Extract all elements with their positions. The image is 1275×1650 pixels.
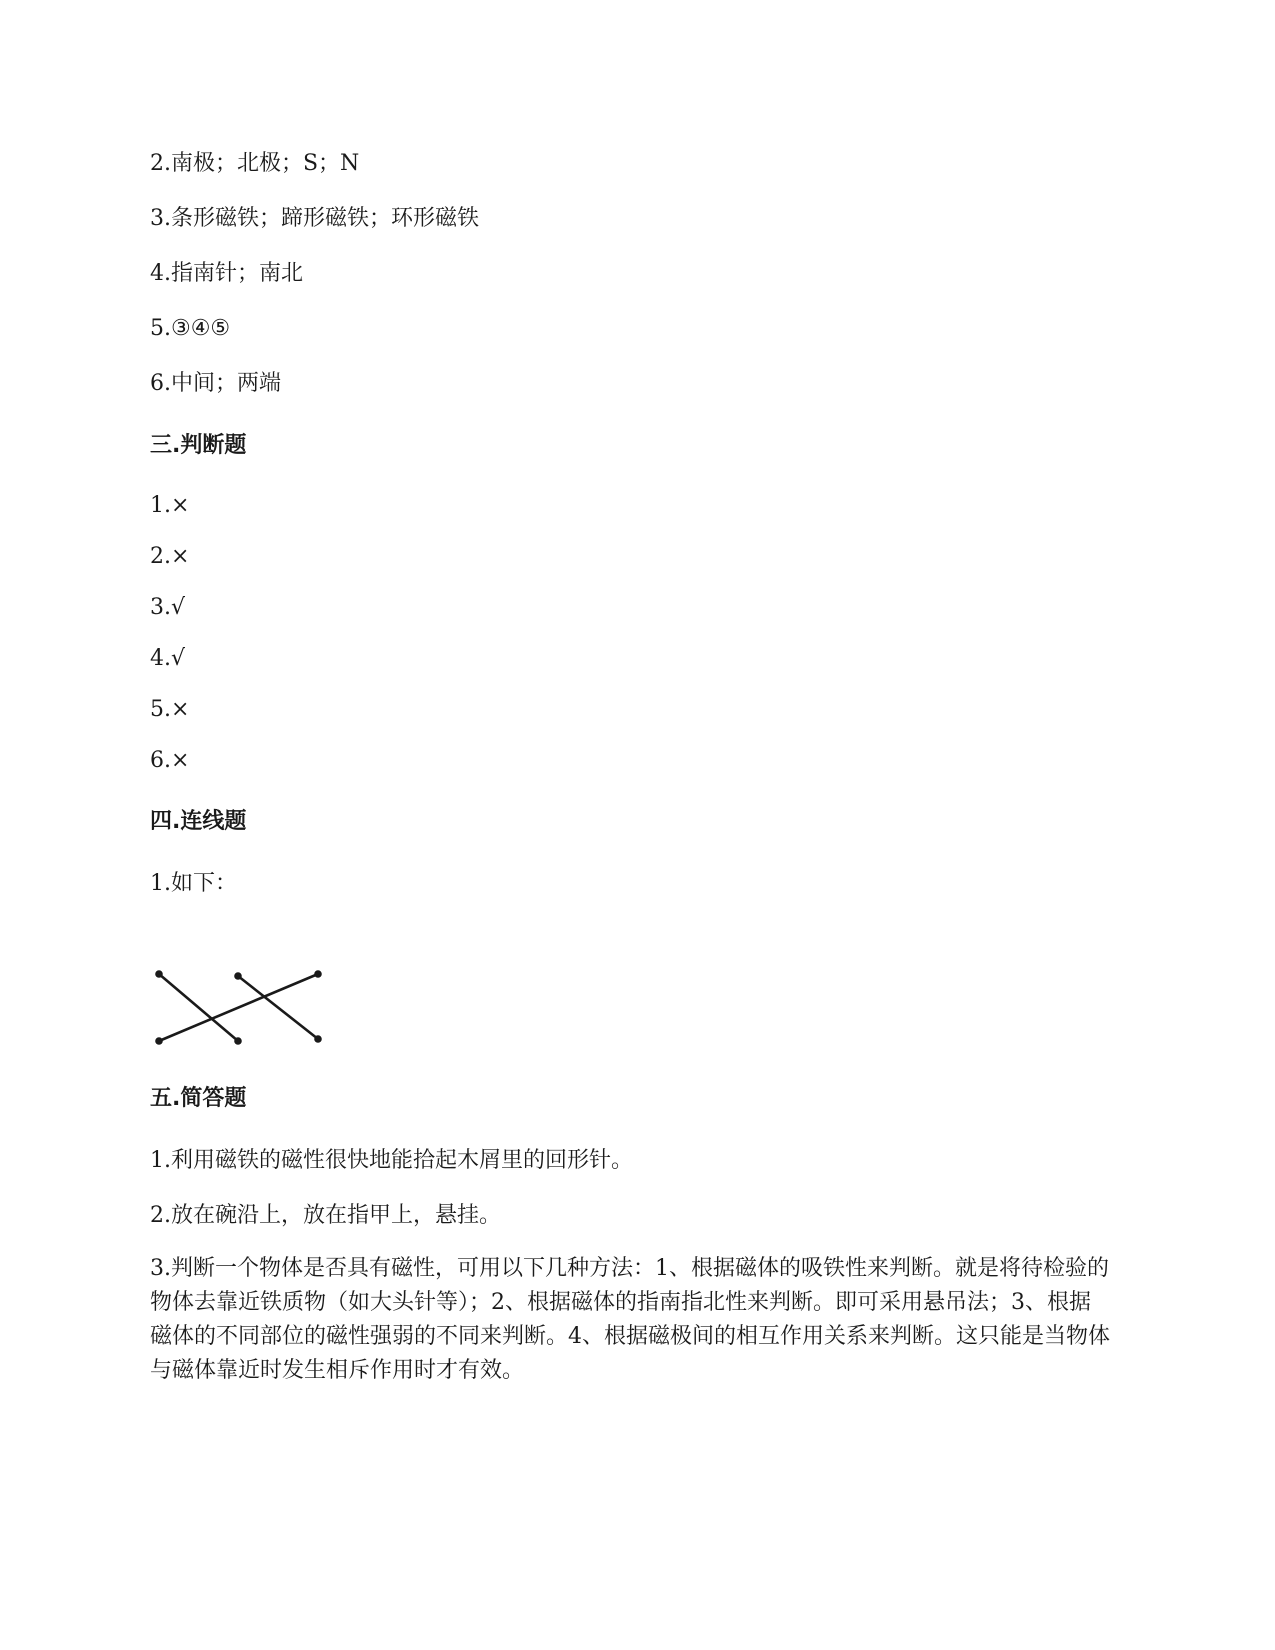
answer-2-5: 5.③④⑤ (150, 316, 231, 341)
answer-5-3: 3.判断一个物体是否具有磁性，可用以下几种方法：1、根据磁体的吸铁性来判断。就是将待检验的物体去靠近铁质物（如大头针等）；2、根据磁体的指南指北性来判断。即可采用悬吊法；3、根据磁体的不同部位的磁性强弱的不同来判断。4、根据磁极间的相互作用关系来判断。这只能是当物体与磁体靠近时发生相斥作用时才有效。 (150, 1256, 1111, 1383)
dot-top-left (155, 970, 163, 978)
match-line-1 (159, 974, 238, 1041)
answer-5-2: 2.放在碗沿上，放在指甲上，悬挂。 (150, 1203, 501, 1228)
section-3-heading: 三.判断题 (150, 433, 247, 458)
dot-top-right (314, 970, 322, 978)
dot-bottom-right (314, 1035, 322, 1043)
answer-3-6: 6.× (150, 748, 190, 773)
answer-2-6: 6.中间；两端 (150, 371, 281, 396)
dot-bottom-left (155, 1037, 163, 1045)
answer-2-2: 2.南极；北极；S；N (150, 151, 360, 176)
answer-2-3: 3.条形磁铁；蹄形磁铁；环形磁铁 (150, 206, 479, 231)
matching-lines-figure (150, 960, 350, 1070)
match-line-2 (238, 976, 318, 1039)
dot-top-middle (234, 972, 242, 980)
answer-2-4: 4.指南针；南北 (150, 261, 303, 286)
match-line-3 (159, 974, 318, 1041)
section-4-heading: 四.连线题 (150, 809, 247, 834)
answer-3-5: 5.× (150, 697, 190, 722)
answer-3-3: 3.√ (150, 595, 186, 620)
answer-5-1: 1.利用磁铁的磁性很快地能拾起木屑里的回形针。 (150, 1148, 633, 1173)
answer-4-1: 1.如下： (150, 871, 237, 896)
answer-3-1: 1.× (150, 493, 190, 518)
answer-3-4: 4.√ (150, 646, 186, 671)
dot-bottom-middle (234, 1037, 242, 1045)
section-5-heading: 五.简答题 (150, 1086, 247, 1111)
answer-3-2: 2.× (150, 544, 190, 569)
